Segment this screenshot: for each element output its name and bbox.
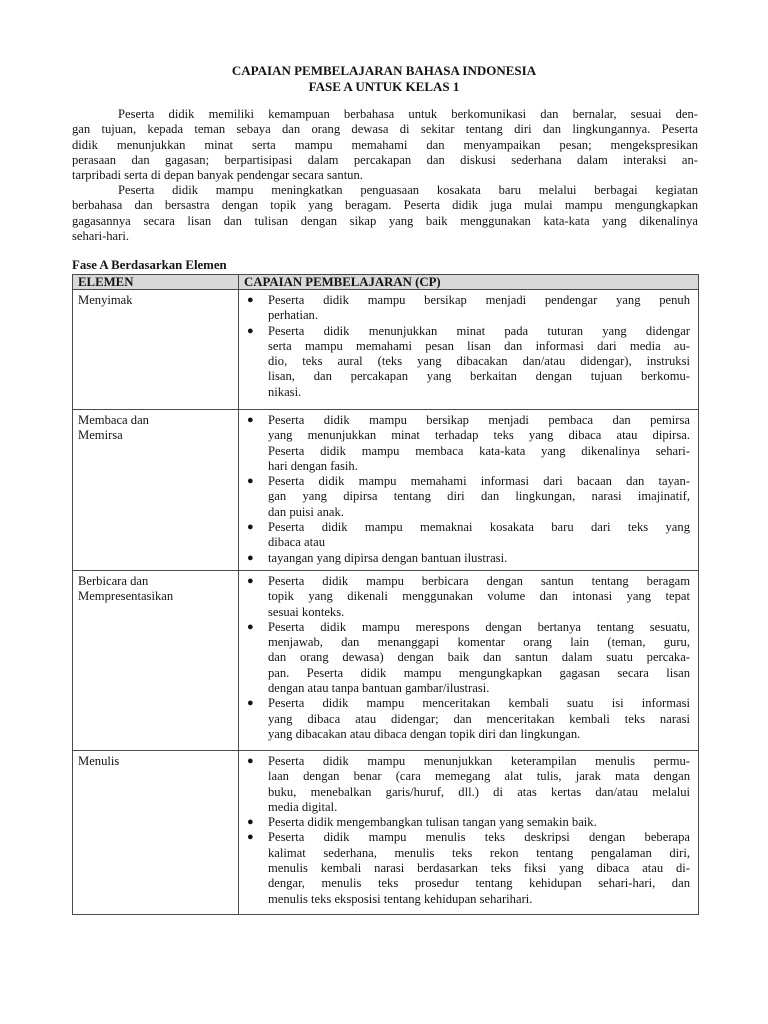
- bullet-line: Peserta didik menunjukkan minat pada tuturan yang didengar: [268, 323, 690, 338]
- bullet-line: Peserta didik mampu memaknai kosakata baru dari teks yang: [268, 520, 690, 535]
- paragraph-line: tarpribadi serta di depan banyak pendengar secara santun.: [72, 168, 363, 183]
- capaian-list: [245, 754, 690, 907]
- list-item: [245, 620, 690, 696]
- paragraph-line: Peserta didik mampu meningkatkan penguasaan kosakata baru melalui berbagai kegiatan: [118, 183, 698, 197]
- list-item: [245, 324, 690, 400]
- section-heading: Fase A Berdasarkan Elemen: [72, 258, 227, 272]
- bullet-line: dio, teks aural (teks yang dibacakan dan/atau didengar), instruksi: [268, 354, 690, 369]
- list-item: [245, 413, 690, 474]
- cp-table: [72, 274, 699, 915]
- bullet-icon: ●: [247, 697, 254, 710]
- bullet-line: Peserta didik mampu menulis teks deskripsi dengan beberapa: [268, 830, 690, 845]
- table-row: [73, 570, 699, 750]
- capaian-cell: [239, 570, 699, 750]
- capaian-cell: [239, 750, 699, 914]
- bullet-line: lisan, dan percakapan yang berkaitan dengan tujuan berkomu-: [268, 369, 690, 384]
- bullet-line: menulis kembali narasi berdasarkan teks fiksi yang dibaca atau di-: [268, 861, 690, 876]
- paragraph-line: Peserta didik memiliki kemampuan berbahasa untuk berkomunikasi dan bernalar, sesuai den-: [118, 107, 698, 121]
- bullet-line: dibaca atau: [268, 535, 325, 550]
- list-item: [245, 574, 690, 620]
- bullet-line: hari dengan fasih.: [268, 458, 358, 473]
- list-item: [245, 474, 690, 520]
- capaian-list: [245, 293, 690, 400]
- bullet-icon: ●: [247, 324, 254, 337]
- list-item: [245, 293, 690, 324]
- table-row: [73, 410, 699, 571]
- bullet-line: tayangan yang dipirsa dengan bantuan ilustrasi.: [268, 550, 508, 565]
- bullet-line: topik yang dikenali menggunakan volume dan intonasi yang tepat: [268, 589, 690, 604]
- bullet-line: perhatian.: [268, 308, 318, 323]
- paragraph-line: didik menunjukkan minat serta mampu memahami dan menyampaikan pesan; mengekspresikan: [72, 137, 698, 152]
- header-elemen: ELEMEN: [73, 275, 239, 290]
- list-item: [245, 696, 690, 742]
- capaian-list: [245, 413, 690, 566]
- bullet-icon: ●: [247, 754, 254, 767]
- bullet-line: yang dibacakan atau dibaca dengan topik diri dan lingkungan.: [268, 726, 581, 741]
- bullet-icon: ●: [247, 414, 254, 426]
- list-item: [245, 830, 690, 906]
- list-item: [245, 551, 690, 566]
- bullet-line: menjawab, dan menanggapi komentar orang lain (teman, guru,: [268, 635, 690, 650]
- paragraph-line: sehari-hari.: [72, 228, 129, 243]
- bullet-line: dan orang dewasa) dengan baik dan santun dalam suatu percaka-: [268, 650, 690, 665]
- elemen-label: Mempresentasikan: [78, 589, 174, 604]
- paragraph-line: perasaan dan gagasan; berpartisipasi dalam percakapan dan diskusi sederhana dalam interaksi an-: [72, 152, 698, 167]
- table-row: [73, 750, 699, 914]
- header-capaian: CAPAIAN PEMBELAJARAN (CP): [239, 275, 699, 290]
- paragraph-2: [72, 183, 698, 244]
- bullet-line: Peserta didik mampu berbicara dengan santun tentang beragam: [268, 573, 690, 588]
- bullet-line: Peserta didik mampu bersikap menjadi pembaca dan pemirsa: [268, 413, 690, 427]
- bullet-line: buku, menebalkan garis/huruf, dll.) di atas kertas dan/atau melalui: [268, 784, 690, 799]
- bullet-line: serta mampu memahami pesan lisan dan informasi dari media au-: [268, 338, 690, 353]
- bullet-line: Peserta didik mampu memahami informasi dari bacaan dan tayan-: [268, 474, 690, 489]
- table-row: [73, 290, 699, 410]
- paragraph-1: [72, 107, 698, 183]
- bullet-line: dan puisi anak.: [268, 504, 344, 519]
- paragraph-line: berbahasa dan bersastra dengan topik yang beragam. Peserta didik juga mulai mampu mengungkapkan: [72, 198, 698, 213]
- elemen-cell: [73, 410, 239, 571]
- paragraph-line: gan tujuan, kepada teman sebaya dan orang dewasa di sekitar tentang diri dan lingkungannya. Peserta: [72, 122, 698, 137]
- elemen-cell: [73, 570, 239, 750]
- paragraph-line: gagasannya secara lisan dan tulisan dengan sikap yang baik menggunakan kata-kata yang dikenalinya: [72, 213, 698, 228]
- bullet-line: yang dibaca atau didengar; dan menceritakan kembali teks narasi: [268, 711, 690, 726]
- table-header-row: [73, 275, 699, 290]
- bullet-line: gan yang dipirsa tentang diri dan lingkungan, narasi imajinatif,: [268, 489, 690, 504]
- capaian-cell: [239, 410, 699, 571]
- bullet-line: media digital.: [268, 799, 338, 814]
- capaian-cell: [239, 290, 699, 410]
- bullet-line: dengar, menulis teks prosedur tentang kehidupan sehari-hari, dan: [268, 876, 690, 891]
- bullet-icon: ●: [247, 551, 254, 564]
- elemen-label: Membaca dan: [78, 413, 149, 427]
- bullet-line: Peserta didik mengembangkan tulisan tangan yang semakin baik.: [268, 815, 597, 830]
- bullet-line: Peserta didik mampu menceritakan kembali suatu isi informasi: [268, 696, 690, 711]
- list-item: [245, 520, 690, 551]
- bullet-line: nikasi.: [268, 384, 302, 399]
- bullet-line: pan. Peserta didik mampu mengungkapkan gagasan secara lisan: [268, 665, 690, 680]
- list-item: [245, 754, 690, 815]
- bullet-line: yang menunjukkan minat terhadap teks yang dibaca atau dipirsa.: [268, 428, 690, 443]
- bullet-line: sesuai konteks.: [268, 604, 345, 619]
- bullet-icon: ●: [247, 620, 254, 633]
- bullet-icon: ●: [247, 521, 254, 534]
- bullet-icon: ●: [247, 294, 254, 306]
- elemen-label: Menulis: [78, 753, 120, 768]
- bullet-icon: ●: [247, 816, 254, 829]
- bullet-icon: ●: [247, 574, 254, 587]
- capaian-list: [245, 574, 690, 742]
- document-title: CAPAIAN PEMBELAJARAN BAHASA INDONESIA: [231, 63, 537, 78]
- elemen-label: Berbicara dan: [78, 573, 149, 588]
- bullet-icon: ●: [247, 831, 254, 844]
- list-item: [245, 815, 690, 830]
- bullet-line: dengan atau tanpa bantuan gambar/ilustrasi.: [268, 681, 490, 696]
- bullet-line: Peserta didik mampu membaca kata-kata yang dikenalinya sehari-: [268, 443, 690, 458]
- bullet-line: laan dengan benar (cara memegang alat tulis, jarak mata dengan: [268, 769, 690, 784]
- bullet-line: menulis teks eksposisi tentang kehidupan seharihari.: [268, 891, 533, 906]
- elemen-cell: [73, 290, 239, 410]
- elemen-cell: [73, 750, 239, 914]
- bullet-line: kalimat sederhana, menulis teks rekon tentang pengalaman diri,: [268, 845, 690, 860]
- bullet-line: Peserta didik mampu merespons dengan bertanya tentang sesuatu,: [268, 619, 690, 634]
- bullet-line: Peserta didik mampu menunjukkan keterampilan menulis permu-: [268, 753, 690, 768]
- bullet-line: Peserta didik mampu bersikap menjadi pendengar yang penuh: [268, 293, 690, 307]
- bullet-icon: ●: [247, 475, 254, 488]
- document-subtitle: FASE A UNTUK KELAS 1: [308, 79, 460, 94]
- elemen-label: Menyimak: [78, 293, 133, 307]
- elemen-label: Memirsa: [78, 428, 123, 443]
